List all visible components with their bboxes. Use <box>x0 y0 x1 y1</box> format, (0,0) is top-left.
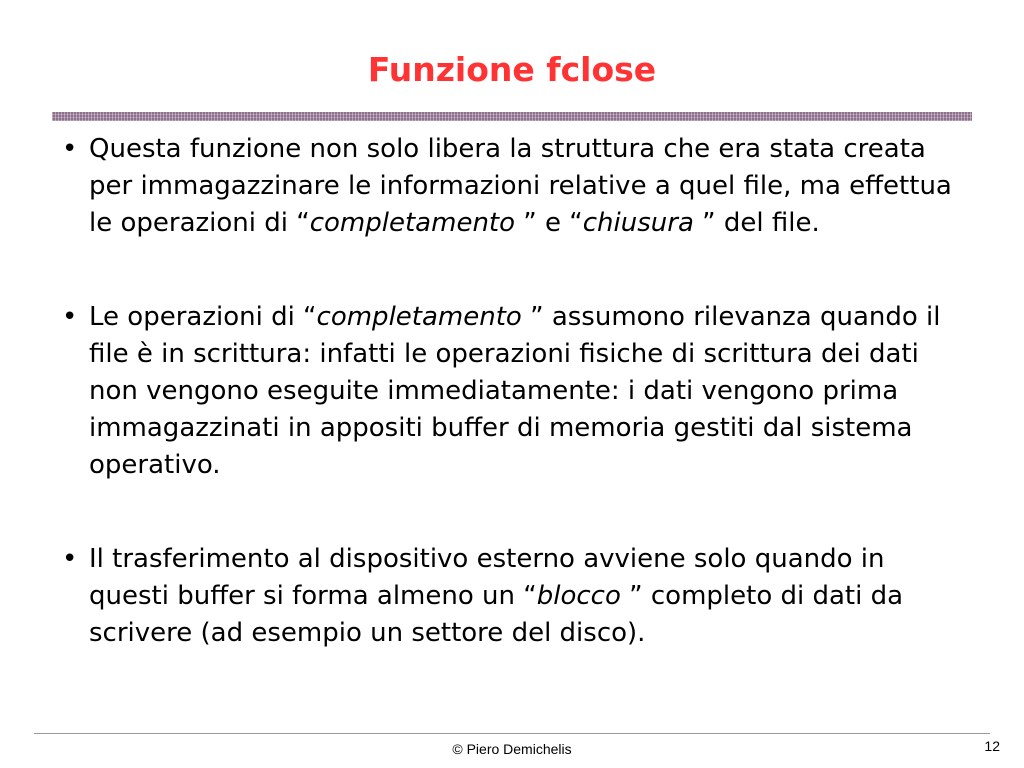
bullet-icon: • <box>62 544 78 574</box>
bullet-icon: • <box>62 134 78 164</box>
text-segment: ” e “ <box>515 208 583 238</box>
page-number: 12 <box>984 738 1000 754</box>
text-segment-italic: chiusura <box>582 208 694 238</box>
bullet-item <box>62 299 962 484</box>
bullet-text <box>89 544 903 648</box>
slide-title: Funzione fclose <box>367 50 657 89</box>
bullet-text <box>89 134 952 238</box>
footer-copyright: © Piero Demichelis <box>452 741 572 757</box>
text-segment: ” completo di dati da scrivere (ad esempio un settore del disco). <box>89 581 904 648</box>
bullet-text <box>89 302 941 480</box>
footer-divider <box>34 733 990 734</box>
bullet-icon: • <box>62 302 78 332</box>
text-segment-italic: blocco <box>536 581 621 611</box>
text-segment-italic: completamento <box>309 208 516 238</box>
text-segment: ” del file. <box>693 208 820 238</box>
bullet-item <box>62 131 962 242</box>
slide-body <box>62 131 962 709</box>
text-segment: Il trasferimento al dispositivo esterno avviene solo quando in questi buffer si forma almeno un “ <box>89 544 885 611</box>
text-segment-italic: completamento <box>316 302 522 332</box>
title-divider <box>52 112 972 121</box>
text-segment: ” assumono rilevanza quando il file è in scrittura: infatti le operazioni fisiche di scrittura dei dati non vengono eseguite immediatamente: i dati vengono prima immagazzinati in appositi buffer di memoria gestiti dal sistema operativo. <box>89 302 941 480</box>
bullet-item <box>62 541 962 652</box>
text-segment: Questa funzione non solo libera la struttura che era stata creata per immagazzinare le informazioni relative a quel file, ma effettua le operazioni di “ <box>89 134 952 238</box>
text-segment: Le operazioni di “ <box>89 302 317 332</box>
